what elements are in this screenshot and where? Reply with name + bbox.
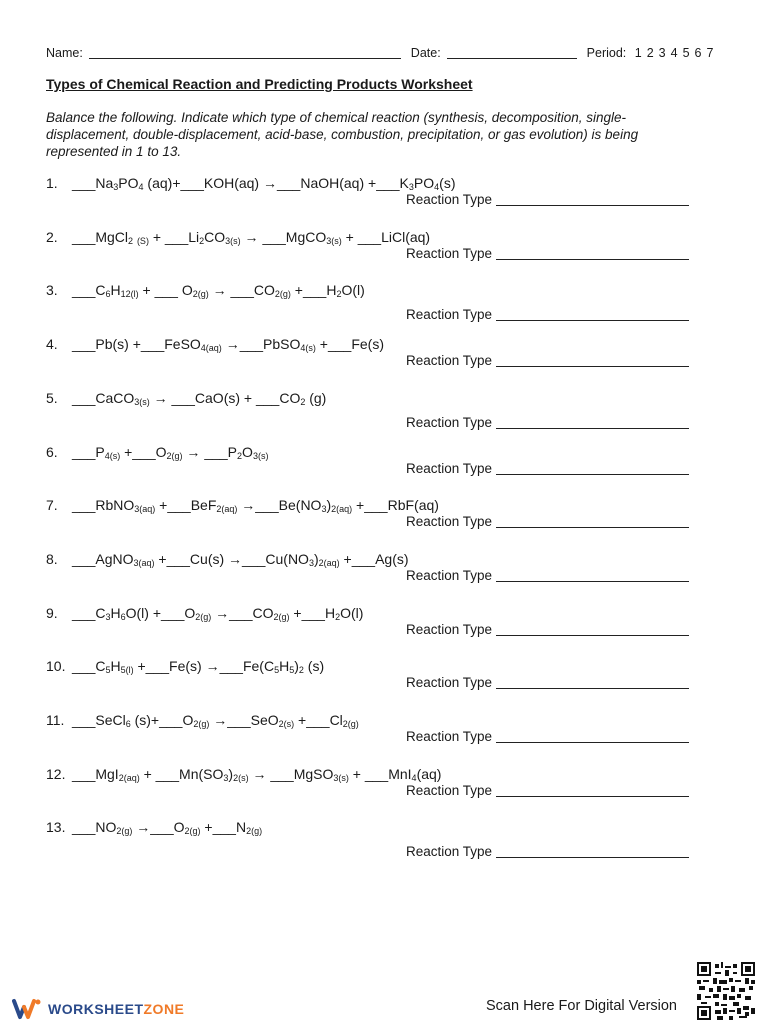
question-number: 12. xyxy=(46,765,66,782)
equation-text: ___Pb(s) +___FeSO$_{4(aq)}$ →___PbSO$_{4(s)}$ +___Fe(s) xyxy=(72,336,385,354)
question-equation[interactable] xyxy=(46,175,455,192)
reaction-type-blank[interactable] xyxy=(496,623,689,636)
question-item xyxy=(46,766,706,816)
reaction-type-blank[interactable] xyxy=(496,416,689,429)
question-number: 1. xyxy=(46,175,58,191)
equation-text: ___SeCl$_6$ $(s)+\_\_\_O_{2(g)}$ →___SeO$_{2(s)}$ $+\_\_\_Cl_{2(g)}$ xyxy=(72,712,359,729)
reaction-type-label: Reaction Type xyxy=(406,307,493,323)
question-number: 13. xyxy=(46,819,66,836)
reaction-type-label: Reaction Type xyxy=(406,844,493,860)
question-number: 11. xyxy=(46,712,65,728)
reaction-type-field xyxy=(406,675,689,690)
question-number: 10. xyxy=(46,658,66,675)
equation-text: ___RbNO$_{3(aq)}$ +___BeF$_{2(aq)}$ $\to\_\_\_Be(NO_3)_{2(aq)}$ +___RbF(aq) xyxy=(72,497,439,515)
question-equation[interactable] xyxy=(46,819,262,836)
reaction-type-blank[interactable] xyxy=(496,515,689,528)
reaction-type-field xyxy=(406,246,689,261)
equation-text: ___AgNO$_{3(aq)}$ +___Cu(s) $\to\_\_\_Cu(NO_3)_{2(aq)}$ +___Ag(s) xyxy=(72,550,409,568)
logo-text-zone: ZONE xyxy=(143,1001,185,1017)
reaction-type-label: Reaction Type xyxy=(406,567,493,583)
reaction-type-blank[interactable] xyxy=(496,462,689,475)
scan-text: Scan Here For Digital Version xyxy=(486,998,677,1014)
reaction-type-blank[interactable] xyxy=(496,569,689,582)
reaction-type-field xyxy=(406,192,689,207)
reaction-type-field xyxy=(406,568,689,583)
question-item xyxy=(46,282,706,332)
reaction-type-field xyxy=(406,353,689,368)
question-equation[interactable] xyxy=(46,390,326,407)
period-option-3[interactable]: 3 xyxy=(658,46,666,60)
reaction-type-label: Reaction Type xyxy=(406,621,493,637)
reaction-type-label: Reaction Type xyxy=(406,245,493,261)
question-equation[interactable] xyxy=(46,658,324,675)
question-equation[interactable] xyxy=(46,766,441,783)
question-number: 5. xyxy=(46,389,58,406)
question-number: 2. xyxy=(46,228,58,245)
period-option-4[interactable]: 4 xyxy=(670,46,678,60)
reaction-type-blank[interactable] xyxy=(496,676,689,689)
question-item xyxy=(46,658,706,708)
qr-code-icon[interactable] xyxy=(697,962,755,1020)
period-label: Period: xyxy=(586,46,627,60)
equation-text: $\_\_\_C_3H_6O(l)$ $+\_\_\_O_{2(g)}$ $\to\_\_\_CO_{2(g)}$ $+\_\_\_H_2O(l)$ xyxy=(72,604,364,622)
reaction-type-label: Reaction Type xyxy=(406,675,493,691)
question-number: 3. xyxy=(46,282,58,299)
reaction-type-field xyxy=(406,461,689,476)
equation-text: $\_\_\_P_{4(s)}$ $+\_\_\_O_{2(g)}$ → $\_\_\_P_2O_{3(s)}$ xyxy=(72,443,269,461)
reaction-type-field xyxy=(406,844,689,859)
logo-text xyxy=(48,1001,184,1017)
question-item xyxy=(46,175,706,225)
question-item xyxy=(46,551,706,601)
period-option-5[interactable]: 5 xyxy=(682,46,690,60)
question-equation[interactable] xyxy=(46,336,384,353)
period-option-2[interactable]: 2 xyxy=(646,46,654,60)
question-equation[interactable] xyxy=(46,229,430,246)
date-blank[interactable] xyxy=(447,46,577,59)
reaction-type-label: Reaction Type xyxy=(406,353,493,369)
reaction-type-field xyxy=(406,514,689,529)
question-item xyxy=(46,444,706,494)
reaction-type-field xyxy=(406,622,689,637)
equation-text: ___CaCO$_{3(s)}$ → ___CaO(s) + $\_\_\_CO_2$ (g) xyxy=(72,389,327,407)
name-label: Name: xyxy=(46,46,83,60)
reaction-type-blank[interactable] xyxy=(496,308,689,321)
question-equation[interactable] xyxy=(46,444,268,461)
question-number: 4. xyxy=(46,336,58,353)
question-number: 8. xyxy=(46,550,58,567)
reaction-type-blank[interactable] xyxy=(496,730,689,743)
period-option-1[interactable]: 1 xyxy=(634,46,642,60)
reaction-type-label: Reaction Type xyxy=(406,782,493,798)
question-item xyxy=(46,497,706,547)
reaction-type-field xyxy=(406,307,689,322)
worksheet-title: Types of Chemical Reaction and Predicting Products Worksheet xyxy=(46,76,473,92)
equation-text: $\_\_\_Na_3PO_4$ (aq)+___KOH(aq) →___NaOH(aq) $+\_\_\_K_3PO_4(s)$ xyxy=(72,175,456,192)
question-item xyxy=(46,605,706,655)
question-number: 7. xyxy=(46,497,58,514)
equation-text: $\_\_\_C_6H_{12(l)}$ + ___ $O_{2(g)}$ → $\_\_\_CO_{2(g)}$ $+\_\_\_H_2O(l)$ xyxy=(72,282,365,300)
logo-text-worksheet: WORKSHEET xyxy=(48,1001,144,1017)
question-item xyxy=(46,712,706,762)
instructions: Balance the following. Indicate which type of chemical reaction (synthesis, decomposition, single-displacement, double-displacement, acid-base, combustion, precipitation, or gas evolution) is being represented in 1 to 13. xyxy=(46,110,639,159)
equation-text: ___MgI$_{2(aq)}$ + $\_\_\_Mn(SO_3)_{2(s)}$ → ___MgSO$_{3(s)}$ + ___MnI$_4$(aq) xyxy=(72,765,442,783)
question-item xyxy=(46,336,706,386)
reaction-type-field xyxy=(406,415,689,430)
reaction-type-blank[interactable] xyxy=(496,193,689,206)
period-option-7[interactable]: 7 xyxy=(706,46,714,60)
reaction-type-label: Reaction Type xyxy=(406,192,493,207)
name-blank[interactable] xyxy=(89,46,401,59)
question-number: 6. xyxy=(46,443,58,460)
question-number: 9. xyxy=(46,604,58,621)
question-equation[interactable] xyxy=(46,282,365,299)
equation-text: ___MgCl$_2$ $_{(S)} + \_\_\_Li_2CO_{3(s)}$ → ___MgCO$_{3(s)}$ + ___LiCl(aq) xyxy=(72,228,431,246)
reaction-type-field xyxy=(406,783,689,798)
reaction-type-blank[interactable] xyxy=(496,784,689,797)
header-line xyxy=(46,46,716,60)
worksheetzone-logo xyxy=(12,996,184,1022)
reaction-type-field xyxy=(406,729,689,744)
reaction-type-label: Reaction Type xyxy=(406,729,493,744)
reaction-type-blank[interactable] xyxy=(496,845,689,858)
reaction-type-label: Reaction Type xyxy=(406,460,493,476)
reaction-type-label: Reaction Type xyxy=(406,414,493,430)
question-equation[interactable] xyxy=(46,551,409,568)
question-item xyxy=(46,819,706,869)
reaction-type-blank[interactable] xyxy=(496,354,689,367)
question-equation[interactable] xyxy=(46,712,359,729)
reaction-type-label: Reaction Type xyxy=(406,514,493,530)
equation-text: $\_\_\_C_5H_{5(l)}$ +___Fe(s) $\to\_\_\_Fe(C_5H_5)_2$ (s) xyxy=(72,658,325,676)
worksheetzone-logo-icon xyxy=(12,997,42,1021)
equation-text: $\_\_\_NO_{2(g)}$ $\to\_\_\_O_{2(g)}$ $+\_\_\_N_{2(g)}$ xyxy=(72,819,263,837)
period-options[interactable] xyxy=(630,46,714,60)
reaction-type-blank[interactable] xyxy=(496,247,689,260)
question-equation[interactable] xyxy=(46,497,439,514)
question-item xyxy=(46,229,706,279)
period-option-6[interactable]: 6 xyxy=(694,46,702,60)
date-label: Date: xyxy=(410,46,441,60)
question-item xyxy=(46,390,706,440)
question-equation[interactable] xyxy=(46,605,363,622)
